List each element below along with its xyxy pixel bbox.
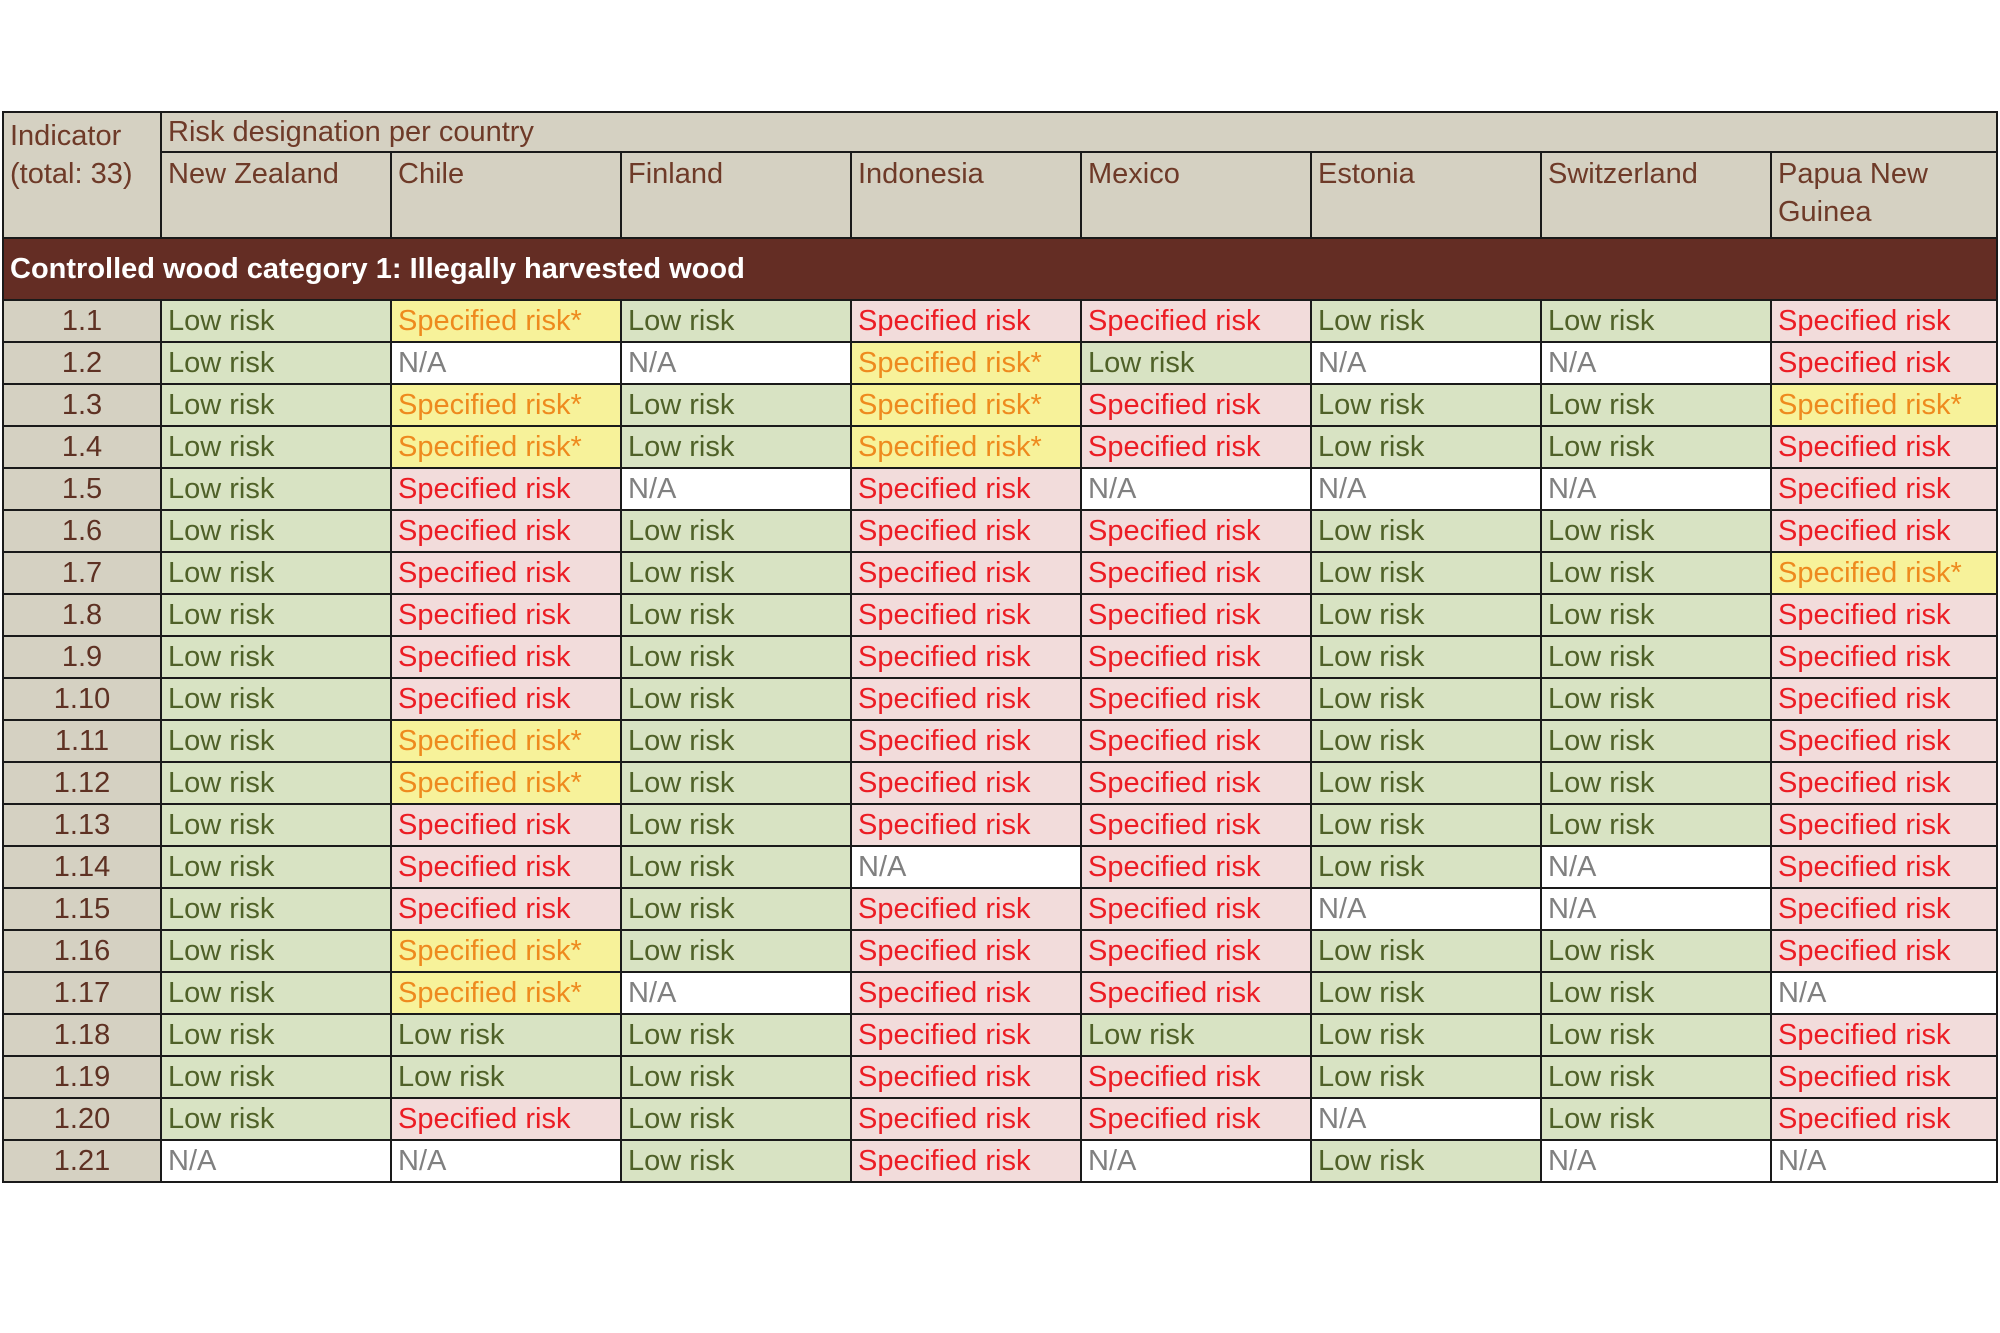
risk-cell: Specified risk	[1771, 1098, 1997, 1140]
table-row	[3, 888, 1997, 930]
risk-cell: Low risk	[1311, 594, 1541, 636]
risk-cell: Low risk	[621, 636, 851, 678]
risk-cell: Specified risk	[1771, 636, 1997, 678]
country-header-row	[3, 152, 1997, 238]
risk-cell: N/A	[1541, 846, 1771, 888]
risk-cell: N/A	[1311, 1098, 1541, 1140]
risk-cell: Specified risk	[1081, 510, 1311, 552]
risk-cell: Low risk	[161, 468, 391, 510]
risk-cell: Specified risk	[1081, 1098, 1311, 1140]
risk-cell: Specified risk	[851, 1056, 1081, 1098]
risk-cell: Specified risk	[1081, 804, 1311, 846]
country-header: Chile	[391, 152, 621, 238]
risk-cell: Low risk	[1541, 384, 1771, 426]
table-row	[3, 1098, 1997, 1140]
risk-cell: N/A	[1541, 468, 1771, 510]
table-row	[3, 468, 1997, 510]
risk-cell: Specified risk	[851, 1014, 1081, 1056]
risk-cell: Specified risk	[1081, 720, 1311, 762]
risk-cell: Low risk	[161, 678, 391, 720]
risk-cell: Specified risk	[1771, 468, 1997, 510]
risk-cell: Low risk	[1311, 1056, 1541, 1098]
risk-cell: Low risk	[621, 1098, 851, 1140]
risk-cell: N/A	[1311, 342, 1541, 384]
risk-cell: Low risk	[161, 426, 391, 468]
risk-cell: Low risk	[1311, 636, 1541, 678]
risk-cell: Specified risk	[1081, 300, 1311, 342]
risk-cell: Specified risk*	[391, 930, 621, 972]
risk-cell: Specified risk	[851, 510, 1081, 552]
risk-cell: Low risk	[621, 762, 851, 804]
risk-cell: Specified risk*	[851, 384, 1081, 426]
risk-cell: Low risk	[1541, 1098, 1771, 1140]
risk-cell: Specified risk	[1771, 846, 1997, 888]
risk-cell: Specified risk	[1771, 1014, 1997, 1056]
risk-cell: Low risk	[1081, 342, 1311, 384]
risk-cell: Specified risk*	[391, 300, 621, 342]
risk-cell: N/A	[1771, 1140, 1997, 1182]
indicator-cell: 1.14	[3, 846, 161, 888]
risk-cell: Low risk	[621, 720, 851, 762]
risk-cell: Low risk	[1541, 930, 1771, 972]
indicator-cell: 1.9	[3, 636, 161, 678]
risk-cell: N/A	[1771, 972, 1997, 1014]
risk-cell: Low risk	[1311, 930, 1541, 972]
risk-cell: Specified risk*	[391, 720, 621, 762]
risk-cell: Low risk	[1311, 300, 1541, 342]
risk-cell: Low risk	[621, 930, 851, 972]
risk-cell: Specified risk	[1081, 636, 1311, 678]
table-row	[3, 804, 1997, 846]
risk-cell: Low risk	[391, 1014, 621, 1056]
indicator-cell: 1.18	[3, 1014, 161, 1056]
risk-cell: Specified risk	[1081, 552, 1311, 594]
risk-cell: Low risk	[1081, 1014, 1311, 1056]
risk-cell: Specified risk*	[391, 972, 621, 1014]
risk-cell: Low risk	[621, 804, 851, 846]
risk-cell: Low risk	[161, 804, 391, 846]
risk-cell: N/A	[161, 1140, 391, 1182]
risk-cell: Specified risk	[1771, 1056, 1997, 1098]
risk-cell: Specified risk	[851, 930, 1081, 972]
category-row	[3, 238, 1997, 300]
country-header: Papua New Guinea	[1771, 152, 1997, 238]
risk-cell: Low risk	[1311, 678, 1541, 720]
table-row	[3, 552, 1997, 594]
country-header: Switzerland	[1541, 152, 1771, 238]
table-row	[3, 1014, 1997, 1056]
risk-cell: N/A	[1541, 888, 1771, 930]
risk-cell: Specified risk*	[391, 426, 621, 468]
risk-cell: Low risk	[161, 300, 391, 342]
country-header: Mexico	[1081, 152, 1311, 238]
risk-cell: Specified risk	[851, 888, 1081, 930]
risk-cell: Low risk	[1541, 972, 1771, 1014]
risk-cell: Low risk	[621, 888, 851, 930]
risk-cell: Specified risk	[851, 636, 1081, 678]
risk-cell: Specified risk	[1081, 384, 1311, 426]
risk-cell: Low risk	[1311, 426, 1541, 468]
risk-cell: N/A	[621, 342, 851, 384]
risk-cell: Specified risk	[851, 300, 1081, 342]
risk-cell: Low risk	[1541, 636, 1771, 678]
table-row	[3, 342, 1997, 384]
indicator-cell: 1.1	[3, 300, 161, 342]
risk-cell: Low risk	[1311, 1140, 1541, 1182]
table-row	[3, 384, 1997, 426]
risk-cell: Specified risk	[851, 762, 1081, 804]
risk-cell: Specified risk	[1771, 930, 1997, 972]
risk-cell: Specified risk	[391, 468, 621, 510]
risk-cell: Specified risk	[391, 804, 621, 846]
risk-cell: Low risk	[621, 1140, 851, 1182]
table-row	[3, 678, 1997, 720]
indicator-cell: 1.11	[3, 720, 161, 762]
risk-cell: Specified risk*	[851, 342, 1081, 384]
indicator-cell: 1.16	[3, 930, 161, 972]
risk-cell: Low risk	[621, 426, 851, 468]
risk-cell: Specified risk	[391, 552, 621, 594]
risk-cell: Specified risk	[851, 972, 1081, 1014]
risk-cell: Specified risk	[391, 510, 621, 552]
risk-cell: N/A	[621, 468, 851, 510]
risk-cell: Specified risk	[391, 678, 621, 720]
risk-cell: Low risk	[161, 762, 391, 804]
risk-cell: Low risk	[621, 594, 851, 636]
risk-cell: Specified risk	[851, 804, 1081, 846]
indicator-cell: 1.13	[3, 804, 161, 846]
risk-cell: Specified risk*	[391, 384, 621, 426]
risk-cell: Specified risk	[1081, 888, 1311, 930]
risk-cell: Specified risk	[1771, 342, 1997, 384]
risk-cell: Specified risk	[391, 846, 621, 888]
risk-cell: Low risk	[161, 1014, 391, 1056]
risk-cell: N/A	[1081, 1140, 1311, 1182]
risk-cell: Specified risk	[1081, 930, 1311, 972]
risk-cell: Specified risk	[1771, 762, 1997, 804]
indicator-cell: 1.4	[3, 426, 161, 468]
risk-cell: Specified risk	[1081, 762, 1311, 804]
risk-cell: Low risk	[1541, 678, 1771, 720]
risk-cell: Low risk	[161, 594, 391, 636]
indicator-cell: 1.2	[3, 342, 161, 384]
risk-cell: Low risk	[1541, 594, 1771, 636]
risk-cell: Low risk	[621, 384, 851, 426]
risk-cell: Low risk	[1311, 804, 1541, 846]
indicator-cell: 1.5	[3, 468, 161, 510]
risk-cell: Specified risk	[1771, 426, 1997, 468]
risk-cell: Low risk	[391, 1056, 621, 1098]
risk-cell: Specified risk	[851, 720, 1081, 762]
indicator-cell: 1.7	[3, 552, 161, 594]
risk-cell: Low risk	[161, 930, 391, 972]
risk-cell: Specified risk	[1081, 426, 1311, 468]
country-header: Finland	[621, 152, 851, 238]
risk-cell: Low risk	[1541, 1056, 1771, 1098]
risk-cell: Specified risk	[1771, 300, 1997, 342]
risk-cell: Low risk	[1311, 720, 1541, 762]
risk-cell: N/A	[391, 342, 621, 384]
risk-cell: Specified risk*	[391, 762, 621, 804]
risk-cell: Low risk	[1311, 510, 1541, 552]
risk-cell: Low risk	[1541, 804, 1771, 846]
indicator-header: Indicator (total: 33)	[3, 112, 161, 238]
country-header: New Zealand	[161, 152, 391, 238]
table-row	[3, 846, 1997, 888]
risk-cell: Specified risk	[1771, 594, 1997, 636]
risk-cell: Specified risk	[851, 552, 1081, 594]
table-row	[3, 930, 1997, 972]
table-row	[3, 636, 1997, 678]
risk-cell: Specified risk	[851, 468, 1081, 510]
indicator-cell: 1.6	[3, 510, 161, 552]
risk-cell: Low risk	[1311, 552, 1541, 594]
risk-cell: Specified risk	[851, 678, 1081, 720]
risk-cell: Specified risk	[1771, 720, 1997, 762]
risk-cell: N/A	[1311, 468, 1541, 510]
table-row	[3, 1140, 1997, 1182]
risk-cell: Specified risk	[391, 594, 621, 636]
risk-cell: Specified risk	[391, 888, 621, 930]
risk-designation-header: Risk designation per country	[161, 112, 1997, 152]
risk-cell: Low risk	[621, 300, 851, 342]
risk-cell: Low risk	[1541, 426, 1771, 468]
risk-cell: Specified risk	[391, 636, 621, 678]
risk-cell: Low risk	[161, 972, 391, 1014]
risk-cell: Low risk	[1541, 552, 1771, 594]
table-row	[3, 1056, 1997, 1098]
indicator-cell: 1.8	[3, 594, 161, 636]
risk-cell: Low risk	[621, 510, 851, 552]
indicator-cell: 1.20	[3, 1098, 161, 1140]
table-row	[3, 510, 1997, 552]
risk-cell: N/A	[1541, 1140, 1771, 1182]
category-title: Controlled wood category 1: Illegally harvested wood	[3, 238, 1997, 300]
risk-cell: Specified risk	[1771, 888, 1997, 930]
risk-cell: Low risk	[1311, 384, 1541, 426]
indicator-cell: 1.12	[3, 762, 161, 804]
indicator-cell: 1.10	[3, 678, 161, 720]
risk-cell: Specified risk	[1081, 594, 1311, 636]
risk-cell: Low risk	[1311, 972, 1541, 1014]
risk-cell: N/A	[621, 972, 851, 1014]
risk-cell: Specified risk	[1081, 1056, 1311, 1098]
risk-cell: Specified risk	[851, 1098, 1081, 1140]
risk-cell: Low risk	[1541, 1014, 1771, 1056]
header-row-group	[3, 112, 1997, 152]
country-header: Estonia	[1311, 152, 1541, 238]
risk-cell: Low risk	[621, 1056, 851, 1098]
risk-cell: Specified risk*	[1771, 552, 1997, 594]
risk-cell: N/A	[391, 1140, 621, 1182]
risk-cell: Specified risk	[1771, 804, 1997, 846]
risk-cell: Specified risk	[391, 1098, 621, 1140]
risk-cell: Low risk	[161, 552, 391, 594]
risk-cell: Low risk	[621, 1014, 851, 1056]
risk-cell: Specified risk	[1771, 678, 1997, 720]
risk-cell: Specified risk	[1081, 678, 1311, 720]
table-row	[3, 762, 1997, 804]
risk-cell: Specified risk	[1081, 972, 1311, 1014]
risk-designation-table	[2, 111, 1998, 1183]
risk-cell: Specified risk	[1771, 510, 1997, 552]
risk-cell: N/A	[1311, 888, 1541, 930]
risk-cell: Low risk	[161, 720, 391, 762]
risk-cell: Low risk	[621, 678, 851, 720]
risk-cell: Low risk	[1541, 720, 1771, 762]
indicator-cell: 1.17	[3, 972, 161, 1014]
risk-cell: Low risk	[161, 846, 391, 888]
table-row	[3, 300, 1997, 342]
table-row	[3, 720, 1997, 762]
risk-cell: Specified risk*	[851, 426, 1081, 468]
table-row	[3, 426, 1997, 468]
risk-cell: Low risk	[1541, 300, 1771, 342]
risk-cell: Low risk	[1311, 1014, 1541, 1056]
risk-cell: Low risk	[621, 846, 851, 888]
risk-cell: N/A	[851, 846, 1081, 888]
risk-cell: Low risk	[1541, 510, 1771, 552]
risk-cell: Low risk	[1311, 846, 1541, 888]
risk-cell: Specified risk	[851, 1140, 1081, 1182]
risk-cell: Low risk	[1311, 762, 1541, 804]
risk-cell: Low risk	[621, 552, 851, 594]
risk-cell: N/A	[1541, 342, 1771, 384]
indicator-cell: 1.15	[3, 888, 161, 930]
risk-cell: Low risk	[161, 636, 391, 678]
risk-cell: Low risk	[1541, 762, 1771, 804]
risk-cell: Low risk	[161, 888, 391, 930]
risk-cell: Specified risk*	[1771, 384, 1997, 426]
risk-cell: Low risk	[161, 384, 391, 426]
risk-cell: Low risk	[161, 1098, 391, 1140]
risk-cell: Low risk	[161, 1056, 391, 1098]
risk-cell: Specified risk	[1081, 846, 1311, 888]
indicator-cell: 1.3	[3, 384, 161, 426]
table-row	[3, 972, 1997, 1014]
indicator-cell: 1.21	[3, 1140, 161, 1182]
indicator-cell: 1.19	[3, 1056, 161, 1098]
risk-cell: Specified risk	[851, 594, 1081, 636]
table-row	[3, 594, 1997, 636]
risk-cell: Low risk	[161, 342, 391, 384]
country-header: Indonesia	[851, 152, 1081, 238]
risk-cell: Low risk	[161, 510, 391, 552]
risk-cell: N/A	[1081, 468, 1311, 510]
